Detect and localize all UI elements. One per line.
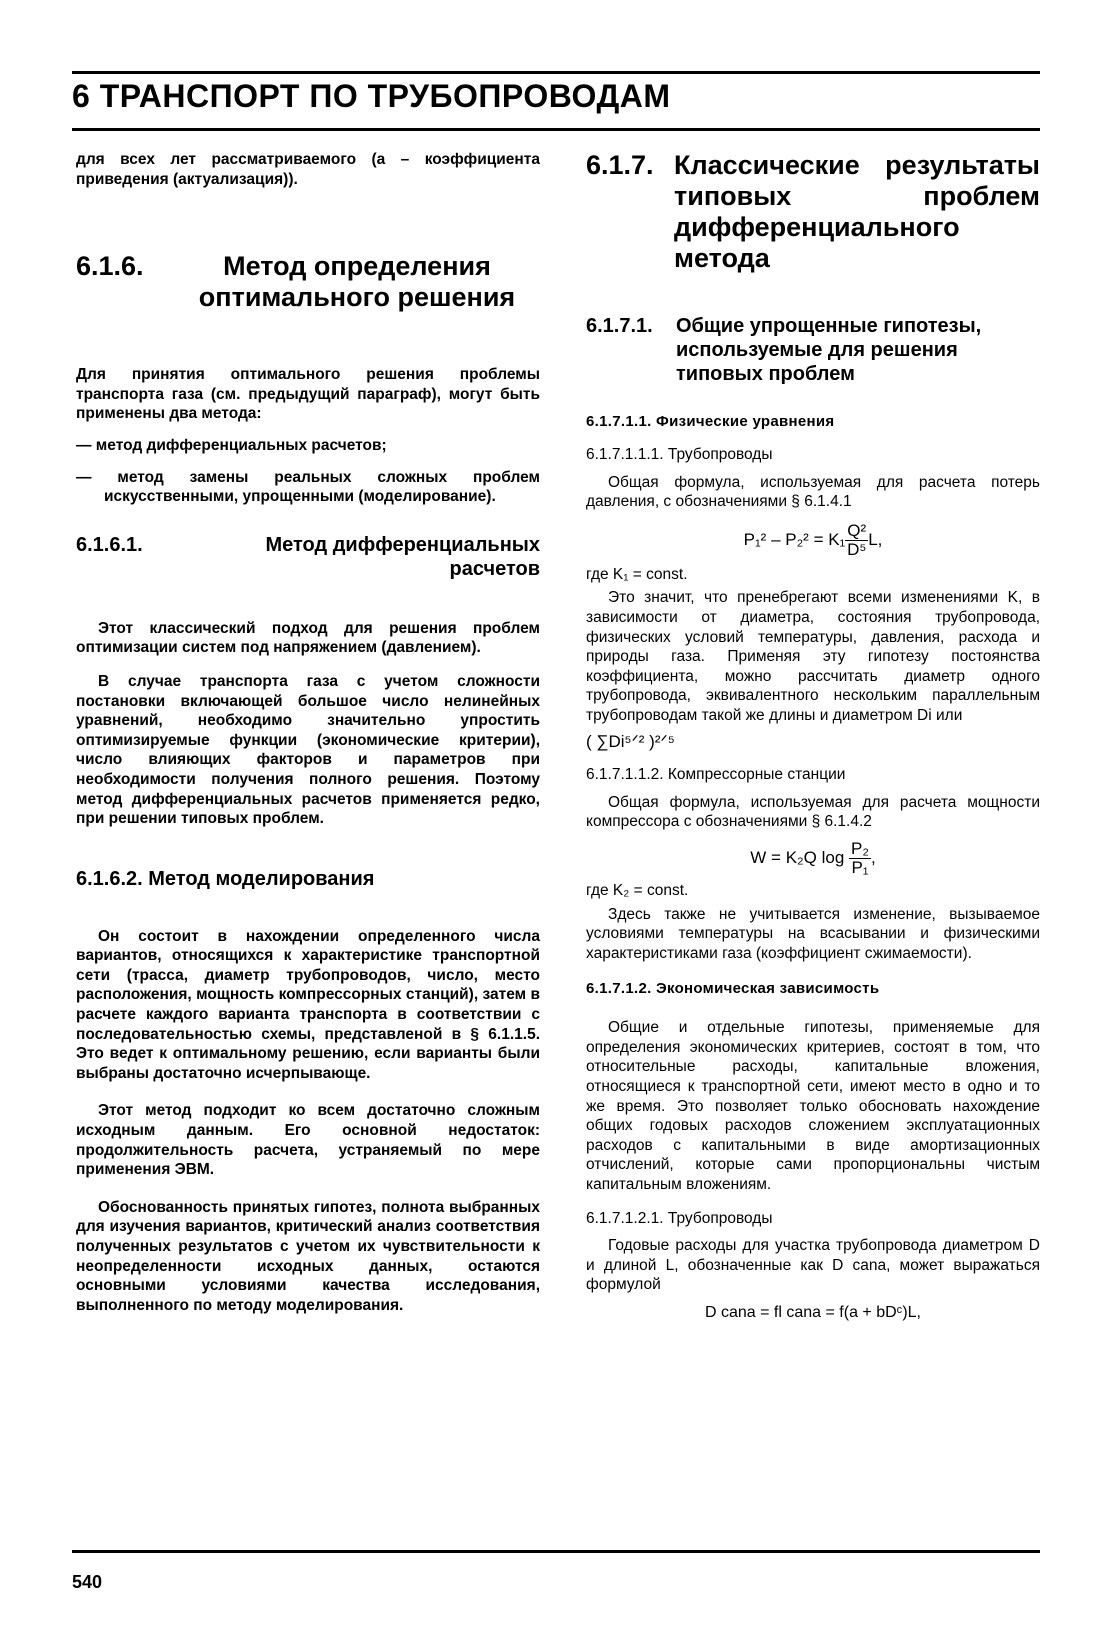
right-column (586, 150, 1040, 1323)
header-rule-top (72, 71, 1040, 74)
section-6-1-6-2-heading: 6.1.6.2. Метод моделирования (76, 867, 375, 890)
formula-compressor-power (586, 840, 1040, 877)
s6161-paragraph-2: В случае транспорта газа с учетом сложности постановки включающей большое число нелинейных уравнений, необходимо значительно упростить оптимизируемые функции (экономические критерии), число влияющих факторов и параметров при необходимости получения полного решения. Поэтому метод дифференциальных расчетов применяется редко, при решении типовых проблем. (76, 672, 540, 828)
section-number: 6.1.6.1. (76, 533, 143, 556)
section-title: Метод дифференциальных расчетов (265, 533, 540, 580)
s617112-paragraph-2: Здесь также не учитывается изменение, вызываемое условиями температуры на всасывании и физическими характеристиками газа (коэффициент сжимаемости). (586, 905, 1040, 962)
section-title: Классические результаты типовых проблем дифференциального метода (674, 150, 1040, 273)
section-6-1-7-1-1-heading: 6.1.7.1.1. Физические уравнения (586, 413, 835, 430)
section-title: Общие упрощенные гипотезы, используемые для решения типовых проблем (676, 315, 982, 385)
section-6-1-7-1-1-1-heading: 6.1.7.1.1.1. Трубопроводы (586, 446, 773, 463)
s617111-paragraph-1: Общая формула, используемая для расчета потерь давления, с обозначениями § 6.1.4.1 (586, 473, 1040, 511)
left-column (76, 150, 540, 1315)
formula-part: W = K₂Q log (750, 847, 845, 867)
section-number: 6.1.7.1. (586, 315, 653, 337)
intro-paragraph: для всех лет рассматриваемого (а – коэффициента приведения (актуализация)). (76, 151, 540, 188)
s6162-paragraph-1: Он состоит в нахождении определенного числа вариантов, относящихся к характеристике транспортной сети (трасса, диаметр трубопроводов, число, место расположения, мощность компрессорных станций), затем в расчете каждого варианта транспорта в соответствии с последовательностью схемы, представленой в § 6.1.1.5. Это ведет к оптимальному решению, если варианты были выбраны достаточно исчерпывающе. (76, 927, 540, 1082)
section-6-1-7-heading (586, 150, 1040, 274)
section-title: Метод определения оптимального решения (198, 251, 516, 313)
section-6-1-7-1-heading (586, 314, 1040, 386)
section-number: 6.1.6. (76, 251, 144, 282)
page-number: 540 (72, 1572, 103, 1592)
chapter-title: 6 ТРАНСПОРТ ПО ТРУБОПРОВОДАМ (72, 78, 671, 114)
s616-list-item-1: — метод дифференциальных расчетов; (76, 436, 387, 454)
section-number: 6.1.7. (586, 150, 654, 180)
footer-rule (72, 1550, 1040, 1553)
s617121-paragraph-1: Годовые расходы для участка трубопровода диаметром D и длиной L, обозначенные как D cana, может выражаться формулой (586, 1237, 1040, 1294)
formula-fraction (849, 840, 871, 877)
fraction-denominator: P₁ (851, 857, 869, 877)
where-k2: где K₂ = const. (586, 881, 689, 899)
section-6-1-7-1-2-1-heading: 6.1.7.1.2.1. Трубопроводы (586, 1209, 773, 1227)
formula-pressure-loss (586, 522, 1040, 559)
header-rule-bottom (72, 128, 1040, 131)
s617112-paragraph-1: Общая формула, используемая для расчета мощности компрессора с обозначениями § 6.1.4.2 (586, 793, 1040, 831)
formula-fraction (845, 522, 868, 559)
s6162-paragraph-3: Обоснованность принятых гипотез, полнота выбранных для изучения вариантов, критический анализ соответствия полученных результатов с учетом их чувствительности к неопределенности исходных данных, остаются основными условиями качества исследования, выполненного по методу моделирования. (76, 1198, 540, 1314)
where-k1: где K₁ = const. (586, 565, 688, 583)
s616-list-item-2: — метод замены реальных сложных проблем искусственными, упрощенными (моделирование). (76, 468, 540, 506)
fraction-numerator: P₂ (851, 838, 869, 858)
section-6-1-7-1-1-2-heading: 6.1.7.1.1.2. Компрессорные станции (586, 766, 846, 784)
s6161-paragraph-1: Этот классический подход для решения проблем оптимизации систем под напряжением (давлением). (76, 619, 540, 657)
s617111-paragraph-2: Это значит, что пренебрегают всеми изменениями K, в зависимости от диаметра, состояния трубопровода, физических условий температуры, давления, расхода и природы газа. Применяя эту гипотезу постоянства коэффициента, можно рассчитать диаметр одного трубопровода, эквивалентного нескольким параллельным трубопроводам такой же длины и диаметром Di или (586, 589, 1040, 724)
formula-part: P₁² – P₂² = K₁ (743, 529, 846, 549)
formula-part: , (870, 847, 876, 867)
fraction-numerator: Q² (847, 520, 867, 540)
section-6-1-6-heading (76, 251, 540, 313)
s616-paragraph: Для принятия оптимального решения проблемы транспорта газа (см. предыдущий параграф), могут быть применены два метода: (76, 366, 540, 423)
section-6-1-6-1-heading (76, 533, 540, 581)
formula-equivalent-diameter: ( ∑Di⁵ᐟ² )²ᐟ⁵ (586, 731, 675, 751)
formula-part: L, (868, 529, 883, 549)
s6162-paragraph-2: Этот метод подходит ко всем достаточно сложным исходным данным. Его основной недостаток: продолжительность расчета, устраняемый по мере применения ЭВМ. (76, 1102, 540, 1179)
formula-pipeline-cost: D cana = fl cana = f(a + bDᶜ)L, (705, 1304, 921, 1321)
section-6-1-7-1-2-heading: 6.1.7.1.2. Экономическая зависимость (586, 980, 880, 998)
s61712-paragraph-1: Общие и отдельные гипотезы, применяемые для определения экономических критериев, состоят в том, что относительные расходы, капитальные вложения, относящиеся к транспортной сети, имеют место в одно и то же время. Это позволяет только обосновать нахождение общих годовых расходов сложением эксплуатационных расходов с капитальными в виде амортизационных отчислений, которые сами пропорциональны чистым капитальным вложениям. (586, 1019, 1040, 1194)
fraction-denominator: D⁵ (847, 539, 867, 559)
